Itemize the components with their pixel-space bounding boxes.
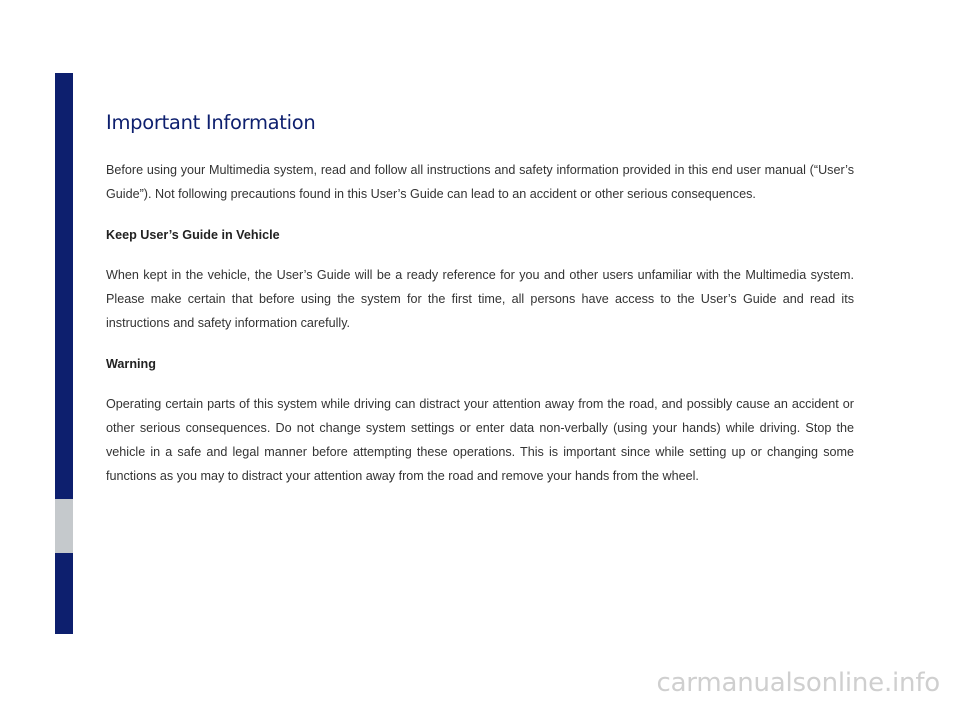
sidebar-accent-top	[55, 73, 73, 499]
sidebar-accent-bottom	[55, 553, 73, 634]
intro-paragraph: Before using your Multimedia system, read and follow all instructions and safety information provided in this end user manual (“User’s Guide”). Not following precautions found in this User’s Guide can lead to an accident or other serious consequences.	[106, 163, 854, 201]
section-heading-keep-guide: Keep User’s Guide in Vehicle	[106, 228, 280, 242]
sidebar-accent-gray	[55, 499, 73, 553]
page-content	[106, 110, 854, 505]
page-title: Important Information	[106, 111, 316, 134]
section-body-keep-guide: When kept in the vehicle, the User’s Guide will be a ready reference for you and other users unfamiliar with the Multimedia system. Please make certain that before using the system for the first time, all persons have access to the User’s Guide and read its instructions and safety information carefully.	[106, 268, 854, 330]
watermark: carmanualsonline.info	[656, 668, 940, 698]
section-body-warning: Operating certain parts of this system while driving can distract your attention away from the road, and possibly cause an accident or other serious consequences. Do not change system settings or enter data non-verbally (using your hands) while driving. Stop the vehicle in a safe and legal manner before attempting these operations. This is important since while setting up or changing some functions as you may to distract your attention away from the road and remove your hands from the wheel.	[106, 397, 854, 483]
section-heading-warning: Warning	[106, 357, 156, 371]
